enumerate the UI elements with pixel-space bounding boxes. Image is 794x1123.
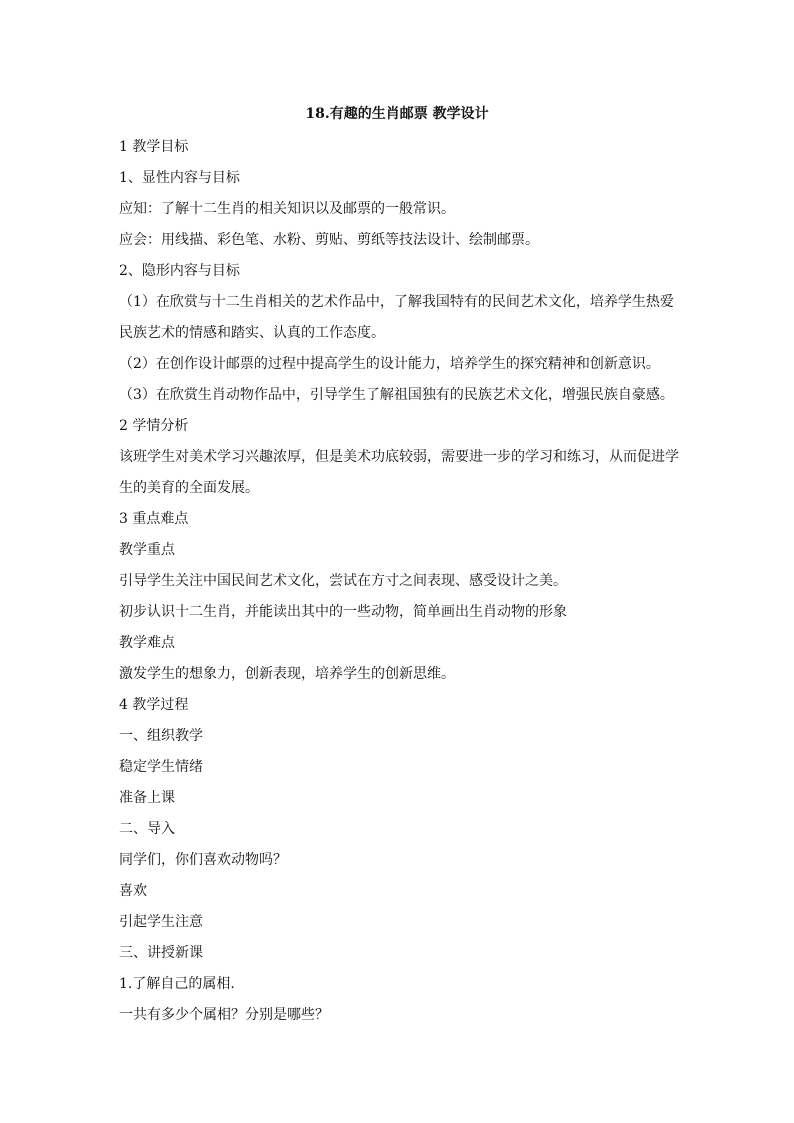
paragraph: 引起学生注意 <box>119 914 203 930</box>
document-body <box>119 132 679 1031</box>
paragraph: 准备上课 <box>119 790 175 806</box>
paragraph: 民族艺术的情感和踏实、认真的工作态度。 <box>119 325 385 341</box>
section-heading-key-points: 3 重点难点 <box>119 511 189 527</box>
subheading-key-point: 教学重点 <box>119 542 175 558</box>
paragraph: 引导学生关注中国民间艺术文化，尝试在方寸之间表现、感受设计之美。 <box>119 573 567 589</box>
paragraph: 激发学生的想象力，创新表现，培养学生的创新思维。 <box>119 666 455 682</box>
paragraph: 同学们，你们喜欢动物吗？ <box>119 852 287 868</box>
paragraph: （2）在创作设计邮票的过程中提高学生的设计能力，培养学生的探究精神和创新意识。 <box>119 356 660 372</box>
subheading-step-1: 一、组织教学 <box>119 728 203 744</box>
document-title: 18.有趣的生肖邮票 教学设计 <box>305 106 489 122</box>
subheading-step-2: 二、导入 <box>119 821 175 837</box>
subheading-difficulty: 教学难点 <box>119 635 175 651</box>
paragraph: （3）在欣赏生肖动物作品中，引导学生了解祖国独有的民族艺术文化，增强民族自豪感。 <box>119 387 674 403</box>
subheading-explicit-goals: 1、显性内容与目标 <box>119 170 240 186</box>
section-heading-process: 4 教学过程 <box>119 697 189 713</box>
paragraph: 应会：用线描、彩色笔、水粉、剪贴、剪纸等技法设计、绘制邮票。 <box>119 232 539 248</box>
paragraph: （1）在欣赏与十二生肖相关的艺术作品中，了解我国特有的民间艺术文化，培养学生热爱 <box>119 294 674 310</box>
subheading-step-3: 三、讲授新课 <box>119 945 203 961</box>
paragraph: 稳定学生情绪 <box>119 759 203 775</box>
paragraph: 该班学生对美术学习兴趣浓厚，但是美术功底较弱，需要进一步的学习和练习，从而促进学 <box>119 449 679 465</box>
section-heading-objectives: 1 教学目标 <box>119 139 189 155</box>
paragraph: 生的美育的全面发展。 <box>119 480 259 496</box>
paragraph: 喜欢 <box>119 883 147 899</box>
paragraph: 1.了解自己的属相. <box>119 976 235 992</box>
paragraph: 初步认识十二生肖，并能读出其中的一些动物，简单画出生肖动物的形象 <box>119 604 567 620</box>
subheading-implicit-goals: 2、隐形内容与目标 <box>119 263 240 279</box>
paragraph: 一共有多少个属相？分别是哪些？ <box>119 1007 329 1023</box>
paragraph: 应知：了解十二生肖的相关知识以及邮票的一般常识。 <box>119 201 455 217</box>
section-heading-analysis: 2 学情分析 <box>119 418 189 434</box>
